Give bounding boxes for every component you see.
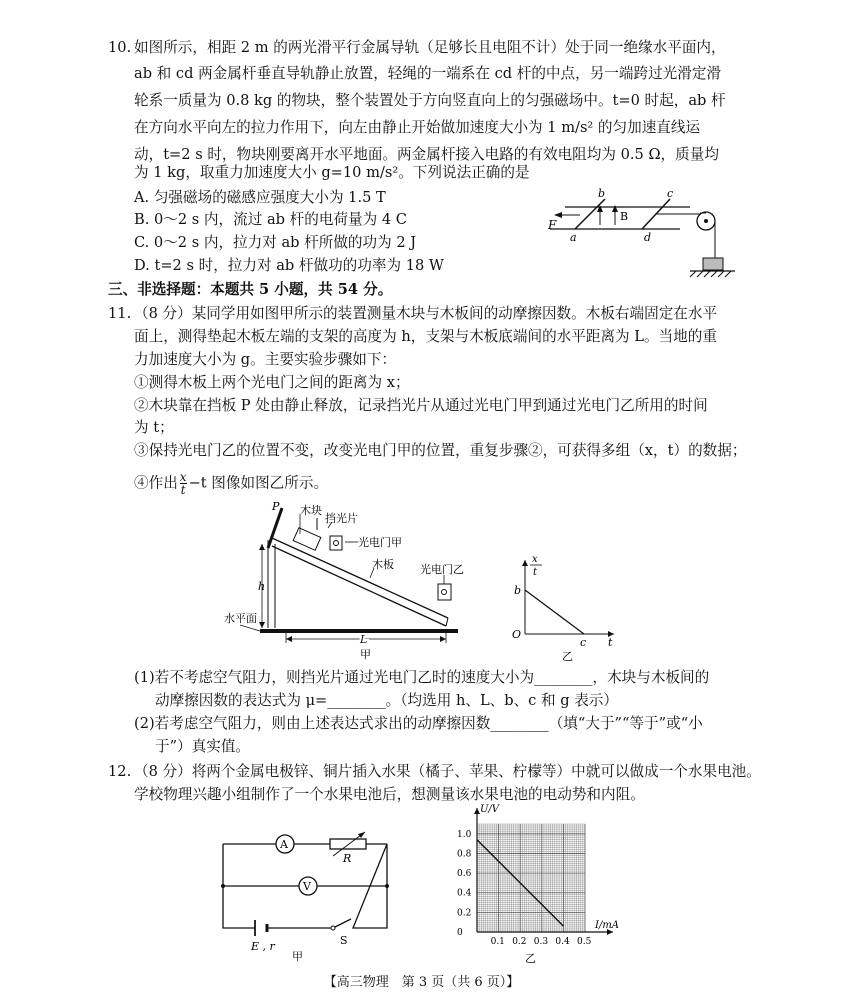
- section-three-heading: 三、非选择题：本题共 5 小题，共 54 分。: [108, 281, 393, 298]
- voltmeter-label: V: [303, 880, 311, 893]
- board-label: 木板: [372, 558, 394, 571]
- light-shield-label: 挡光片: [325, 512, 358, 525]
- q12-line: 学校物理兴趣小组制作了一个水果电池后，想测量该水果电池的电动势和内阻。: [134, 786, 645, 803]
- q11-sub2: 于”）真实值。: [155, 738, 251, 755]
- q10-number: 10.: [108, 39, 132, 56]
- ammeter-label: A: [280, 838, 288, 851]
- point-b-label: b: [598, 187, 606, 200]
- switch-label: S: [340, 934, 348, 947]
- q10-line: 如图所示，相距 2 m 的两光滑平行金属导轨（足够长且电阻不计）处于同一绝缘水平面内，: [134, 39, 726, 56]
- y-axis-den: t: [533, 567, 538, 578]
- q11-line: 面上，测得垫起木板左端的支架的高度为 h，支架与木板底端间的水平距离为 L。当地的重: [134, 328, 717, 345]
- circuit-figure: [215, 828, 395, 963]
- photogate-yi-label: 光电门乙: [420, 563, 464, 576]
- q11-step: 为 t；: [134, 419, 174, 436]
- photogate-jia-label: 光电门甲: [358, 536, 402, 549]
- x-tick-label: 0.1: [490, 937, 505, 947]
- q10-line: 动，t=2 s 时，物块刚要离开水平地面。两金属杆接入电路的有效电阻均为 0.5 Ω，质量均: [134, 146, 719, 163]
- q11-sub1: (1)若不考虑空气阻力，则挡光片通过光电门乙时的速度大小为________，木块与木板间的: [134, 669, 710, 686]
- horizontal-plane-label: 水平面: [224, 612, 257, 625]
- y-tick-label: 0.6: [457, 869, 472, 880]
- origin-label: O: [512, 628, 522, 641]
- point-c-label: c: [667, 187, 674, 200]
- q11-line: （8 分）某同学用如图甲所示的装置测量木块与木板间的动摩擦因数。木板右端固定在水平: [134, 305, 718, 322]
- ui-chart: [440, 800, 640, 968]
- y-tick-label: 0.8: [457, 849, 472, 860]
- q10-option: B. 0～2 s 内，流过 ab 杆的电荷量为 4 C: [134, 211, 407, 228]
- force-label: F: [548, 218, 557, 232]
- figure-jia-caption: 甲: [360, 648, 371, 660]
- y-tick-label: 0: [457, 928, 463, 938]
- x-axis-title: I/mA: [595, 920, 620, 931]
- y-tick-label: 1.0: [457, 829, 472, 840]
- wood-block-label: 木块: [300, 504, 322, 517]
- q10-line: 为 1 kg，取重力加速度大小 g=10 m/s²。下列说法正确的是: [134, 164, 530, 181]
- y-tick-label: 0.4: [457, 888, 472, 899]
- figure-yi-caption: 乙: [562, 650, 573, 662]
- circuit-caption: 甲: [292, 950, 303, 963]
- x-tick-label: 0.4: [555, 937, 570, 947]
- q11-step4: ④作出 $\frac{x}{t}$ −t 图像如图乙所示。: [134, 470, 329, 497]
- point-a-label: a: [570, 231, 577, 244]
- photogate-yi: [438, 584, 451, 600]
- q10-line: 在方向水平向左的拉力作用下，向左由静止开始做加速度大小为 1 m/s² 的匀加速直线运: [134, 119, 701, 136]
- q12-line: （8 分）将两个金属电极锌、铜片插入水果（橘子、苹果、柠檬等）中就可以做成一个水果电池。: [134, 763, 761, 780]
- q11-number: 11.: [108, 305, 132, 322]
- q10-line: ab 和 cd 两金属杆垂直导轨静止放置，轻绳的一端系在 cd 杆的中点，另一端跨过光滑定滑: [134, 65, 722, 82]
- q10-option: C. 0～2 s 内，拉力对 ab 杆所做的功为 2 J: [134, 234, 417, 251]
- intercept-b-label: b: [514, 584, 522, 597]
- point-d-label: d: [644, 231, 652, 244]
- y-axis-num: x: [532, 554, 538, 565]
- photogate-jia: [330, 536, 342, 550]
- t-axis-label: t: [608, 636, 613, 649]
- xt-line: [525, 590, 584, 634]
- xt-graph-figure: [510, 552, 620, 662]
- q10-option: A. 匀强磁场的磁感应强度大小为 1.5 T: [134, 189, 386, 206]
- x-tick-label: 0.5: [577, 937, 592, 947]
- q10-line: 轮系一质量为 0.8 kg 的物块，整个装置处于方向竖直向上的匀强磁场中。t=0 时起，ab 杆: [134, 92, 726, 109]
- q11-step: ③保持光电门乙的位置不变，改变光电门甲的位置，重复步骤②，可获得多组（x，t）的数据；: [134, 442, 747, 459]
- chart-caption: 乙: [525, 952, 536, 965]
- q11-step: ①测得木板上两个光电门之间的距离为 x；: [134, 374, 410, 391]
- length-l-label: L: [360, 633, 368, 646]
- x-tick-label: 0.2: [512, 937, 527, 947]
- q12-number: 12.: [108, 763, 132, 780]
- q11-line: 力加速度大小为 g。主要实验步骤如下：: [134, 351, 397, 368]
- q11-sub2: (2)若考虑空气阻力，则由上述表达式求出的动摩擦因数________（填“大于”“等于”或“小: [134, 715, 703, 732]
- rheostat-label: R: [343, 852, 352, 865]
- x-tick-label: 0.3: [533, 937, 549, 947]
- plate-p-label: P: [272, 500, 280, 513]
- q10-rails-figure: [540, 185, 740, 280]
- rheostat: [330, 839, 366, 849]
- battery-label: E , r: [251, 940, 275, 953]
- y-axis-title: U/V: [480, 804, 500, 815]
- y-tick-label: 0.2: [457, 908, 472, 919]
- q11-sub1: 动摩擦因数的表达式为 μ=________。（均选用 h、L、b、c 和 g 表示）: [155, 692, 618, 709]
- block: [703, 258, 723, 270]
- wood-block: [293, 528, 321, 551]
- page-footer: 【高三物理 第 3 页（共 6 页）】: [323, 975, 520, 990]
- q10-option: D. t=2 s 时，拉力对 ab 杆做功的功率为 18 W: [134, 257, 444, 274]
- incline-figure: [220, 500, 470, 660]
- q11-step: ②木块靠在挡板 P 处由静止释放，记录挡光片从通过光电门甲到通过光电门乙所用的时间: [134, 397, 708, 414]
- intercept-c-label: c: [580, 636, 587, 649]
- magnetic-field-label: B: [620, 210, 629, 223]
- height-h-label: h: [258, 580, 266, 593]
